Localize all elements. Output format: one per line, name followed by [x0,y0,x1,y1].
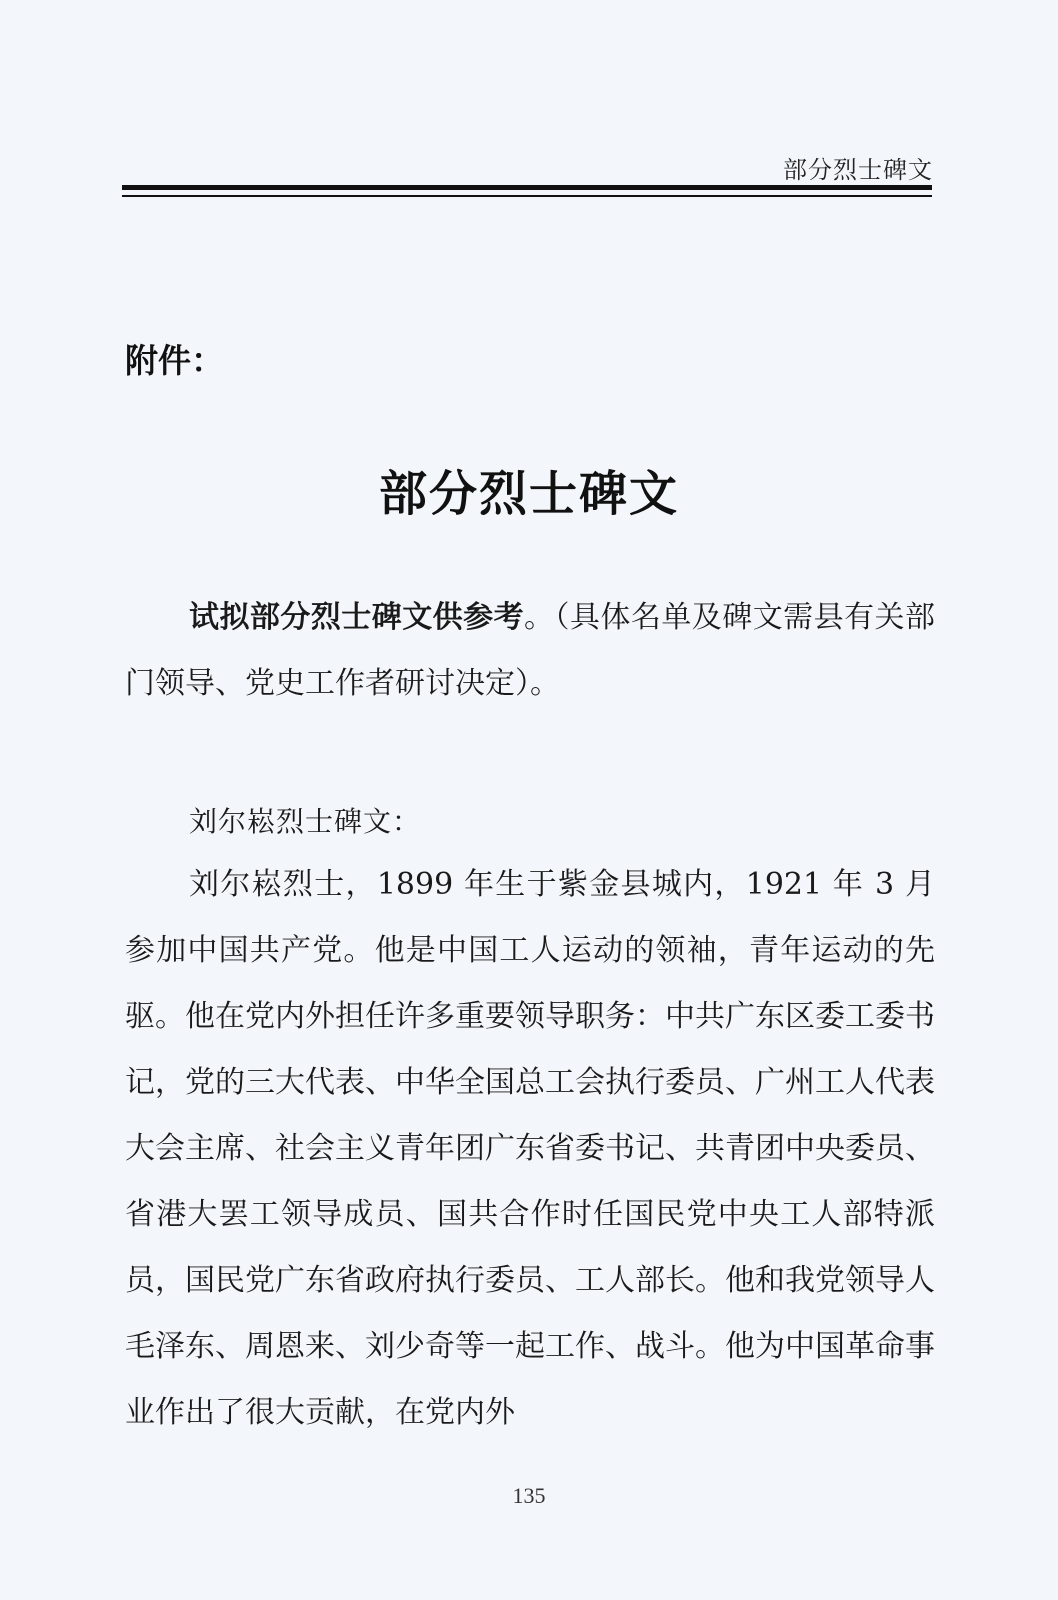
header-rule-thin [122,195,932,197]
intro-lead: 试拟部分烈士碑文供参考 [189,600,525,635]
bio-paragraph: 刘尔崧烈士，1899 年生于紫金县城内，1921 年 3 月参加中国共产党。他是中国工人运动的领袖，青年运动的先驱。他在党内外担任许多重要领导职务：中共广东区委工委书记，党的三大代表、中华全国总工会执行委员、广州工人代表大会主席、社会主义青年团广东省委书记、共青团中央委员、省港大罢工领导成员、国共合作时任国民党中央工人部特派员，国民党广东省政府执行委员、工人部长。他和我党领导人毛泽东、周恩来、刘少奇等一起工作、战斗。他为中国革命事业作出了很大贡献，在党内外 [125,867,935,1430]
section-heading: 刘尔崧烈士碑文： [189,805,422,838]
intro-rest: 。（具体名单及碑文需县有关部门领导、党史工作者研讨决定）。 [125,600,936,701]
page-number: 135 [512,1483,546,1508]
attachment-label: 附件： [125,341,224,380]
page-title: 部分烈士碑文 [378,466,679,522]
intro-paragraph [125,585,935,717]
running-header: 部分烈士碑文 [783,156,933,184]
header-rule-thick [122,185,932,190]
